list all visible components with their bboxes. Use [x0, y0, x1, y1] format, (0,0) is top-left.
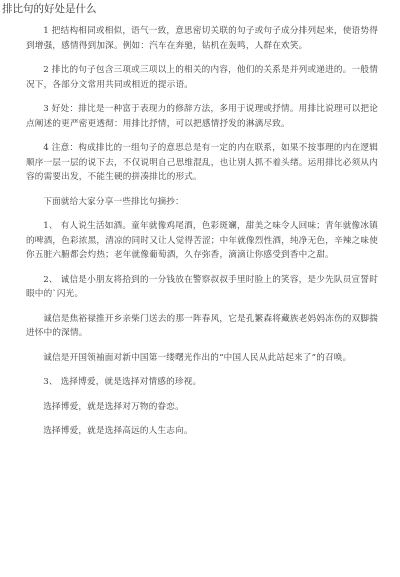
- spacer: [26, 341, 378, 351]
- spacer: [26, 92, 378, 102]
- spacer: [26, 414, 378, 424]
- spacer: [26, 365, 378, 375]
- spacer: [26, 302, 378, 312]
- paragraph-structure: 2 排比的句子包含三项或三项以上的相关的内容，他们的关系是并列或递进的。一般情况下，各部分文常用共同或相近的提示语。: [26, 65, 378, 90]
- spacer: [26, 16, 378, 24]
- paragraph-intro: 下面就给大家分享一些排比句摘抄：: [43, 196, 184, 207]
- example-integrity-3: 诚信是开国领袖面对新中国第一缕曙光作出的“中国人民从此站起来了”的召唤。: [43, 352, 352, 363]
- spacer: [26, 263, 378, 273]
- spacer: [26, 53, 378, 63]
- paragraph-notes: 4 注意：构成排比的一组句子的意思总是有一定的内在联系，如果不按事理的内在逻辑顺序一层一层的说下去，不仅说明自己思维混乱，也让别人抓不着头绪。运用排比必须从内容的需要出发，不能生硬的拼凑排比的形式。: [26, 143, 378, 182]
- spacer: [26, 131, 378, 141]
- paragraph-benefits: 3 好处：排比是一种富于表现力的修辞方法，多用于说理或抒情。用排比说理可以把论点阐述的更严密更透彻：用排比抒情，可以把感情抒发的淋漓尽致。: [26, 104, 378, 129]
- example-love-3: 选择博爱，就是选择高远的人生志向。: [43, 426, 193, 436]
- spacer: [26, 390, 378, 400]
- spacer: [26, 209, 378, 219]
- article-title: 排比句的好处是什么: [2, 3, 97, 15]
- example-love-1: 3、 选择博爱，就是选择对情感的珍视。: [43, 377, 202, 387]
- example-integrity-1: 2、 诚信是小朋友将拾到的一分钱放在警察叔叔手里时脸上的笑容，是少先队员宣誓时 眼中的`闪光。: [26, 274, 378, 299]
- example-integrity-2: 诚信是焦裕禄推开乡亲柴门送去的那一阵春风，它是孔繁森将藏族老妈妈冻伤的双脚揣进怀中的深情。: [26, 313, 378, 338]
- example-love-2: 选择博爱，就是选择对万物的眷恋。: [43, 401, 184, 412]
- example-life-as-wine: 1、 有人说生活如酒。童年就像鸡尾酒，色彩斑斓，甜美之味令人回味；青年就像冰镇 的啤酒，色彩浓黑，清凉的同时又让人觉得苦涩；中年就像烈性酒，纯净无色，辛辣之味使你五脏六腑都会灼热；老年就像葡萄酒，久存弥香，滴滴让你感受到香中之甜。: [26, 221, 378, 260]
- spacer: [26, 185, 378, 195]
- paragraph-definition: 1 把结构相同或相似，语气一致，意思密切关联的句子或句子成分排列起来，使语势得到增强，感情得到加深。例如：汽车在奔驰，钻机在轰鸣，人群在欢笑。: [26, 26, 378, 51]
